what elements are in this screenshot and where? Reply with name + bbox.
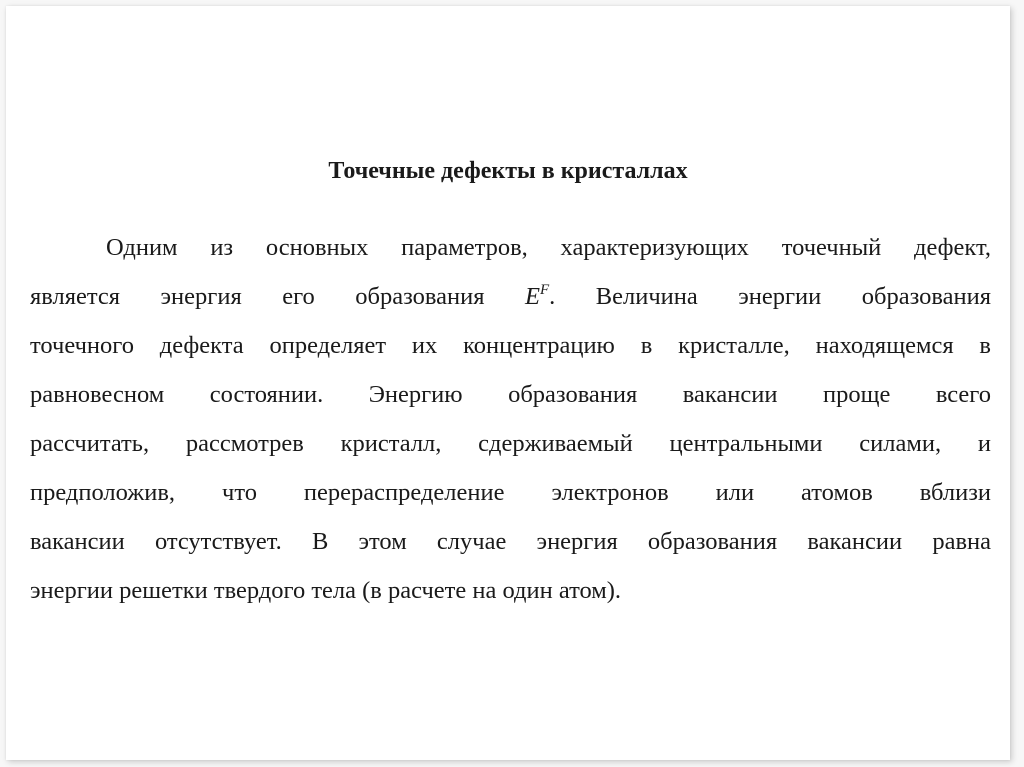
paragraph-line-4: равновесном состоянии. Энергию образования вакансии проще всего <box>30 381 991 408</box>
line-2-text-before: является энергия его образования <box>30 283 485 310</box>
energy-superscript: F <box>539 282 550 298</box>
energy-symbol: E <box>525 283 540 310</box>
paragraph-line-6: предположив, что перераспределение электронов или атомов вблизи <box>30 479 991 506</box>
paragraph-line-3: точечного дефекта определяет их концентрацию в кристалле, находящемся в <box>30 332 991 359</box>
paragraph-line-7: вакансии отсутствует. В этом случае энергия образования вакансии равна <box>30 528 991 555</box>
document-page <box>6 6 1010 760</box>
line-2-text-after: . Величина энергии образования <box>549 283 992 310</box>
paragraph-line-2 <box>30 279 991 315</box>
paragraph-line-5: рассчитать, рассмотрев кристалл, сдерживаемый центральными силами, и <box>30 430 991 457</box>
document-title: Точечные дефекты в кристаллах <box>328 158 688 184</box>
paragraph-line-1: Одним из основных параметров, характеризующих точечный дефект, <box>106 234 991 261</box>
paragraph-line-8: энергии решетки твердого тела (в расчете на один атом). <box>30 577 622 604</box>
